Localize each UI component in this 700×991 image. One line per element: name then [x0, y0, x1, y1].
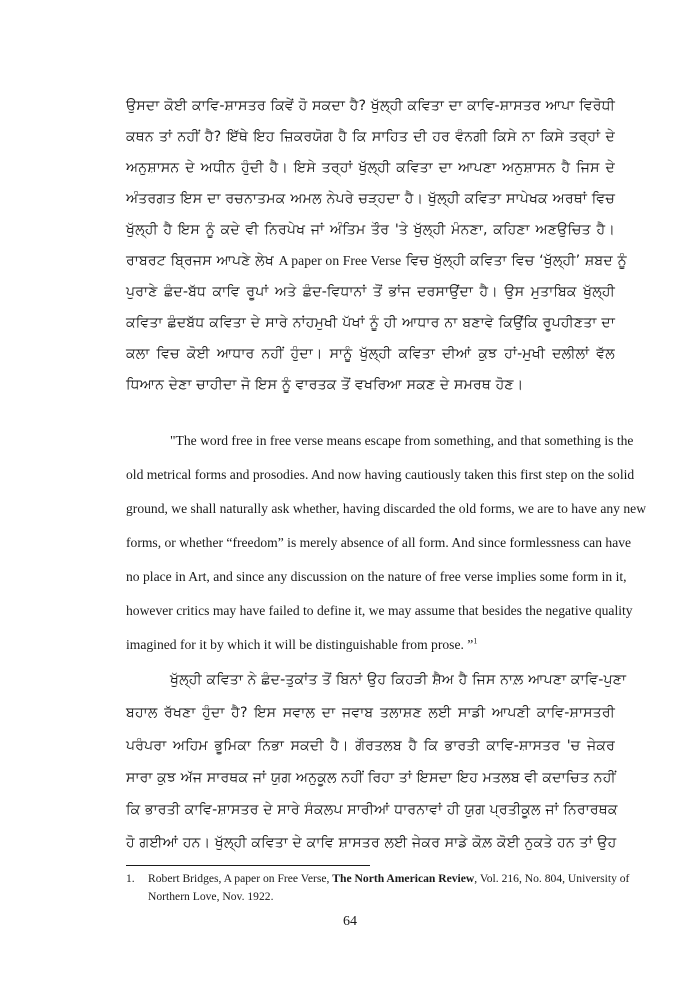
footnote-line-1 [148, 872, 630, 886]
line-6-punjabi-start: ਰਾਬਰਟ ਬ੍ਰਿਜਸ ਆਪਣੇ ਲੇਖ [126, 253, 279, 269]
paragraph-2-line-5: ਕਿ ਭਾਰਤੀ ਕਾਵਿ-ਸ਼ਾਸਤਰ ਦੇ ਸਾਰੇ ਸੰਕਲਪ ਸਾਰੀਆਂ ਧਾਰਨਾਵਾਂ ਹੀ ਯੁਗ ਪ੍ਰਤੀਕੂਲ ਜਾਂ ਨਿਰਾਰਥਕ [126, 802, 618, 818]
footnote-journal-title: The North American Review [332, 872, 475, 885]
footnote-number: 1. [126, 872, 135, 885]
footnote-marker[interactable]: 1 [473, 636, 478, 646]
quote-line-3: ground, we shall naturally ask whether, having discarded the old forms, we are to have any new [126, 501, 647, 516]
paragraph-1-line-5: ਖੁੱਲ੍ਹੀ ਹੈ ਇਸ ਨੂੰ ਕਦੇ ਵੀ ਨਿਰਪੇਖ ਜਾਂ ਅੰਤਿਮ ਤੌਰ 'ਤੇ ਖੁੱਲ੍ਹੀ ਮੰਨਣਾ, ਕਹਿਣਾ ਅਣਉਚਿਤ ਹੈ। [126, 222, 615, 238]
quote-line-2: old metrical forms and prosodies. And now having cautiously taken this first step on the solid [126, 467, 635, 482]
paragraph-1-line-1: ਉਸਦਾ ਕੋਈ ਕਾਵਿ-ਸ਼ਾਸਤਰ ਕਿਵੇਂ ਹੋ ਸਕਦਾ ਹੈ? ਖੁੱਲ੍ਹੀ ਕਵਿਤਾ ਦਾ ਕਾਵਿ-ਸ਼ਾਸਤਰ ਆਪਾ ਵਿਰੋਧੀ [126, 98, 615, 114]
quote-line-4: forms, or whether “freedom” is merely absence of all form. And since formlessness can have [126, 535, 632, 550]
paragraph-2-line-1: ਖੁੱਲ੍ਹੀ ਕਵਿਤਾ ਨੇ ਛੰਦ-ਤੁਕਾਂਤ ਤੋਂ ਬਿਨਾਂ ਉਹ ਕਿਹੜੀ ਸ਼ੈਅ ਹੈ ਜਿਸ ਨਾਲ਼ ਆਪਣਾ ਕਾਵਿ-ਪੁਣਾ [170, 672, 627, 688]
paragraph-1-line-4: ਅੰਤਰਗਤ ਇਸ ਦਾ ਰਚਨਾਤਮਕ ਅਮਲ ਨੇਪਰੇ ਚੜ੍ਹਦਾ ਹੈ। ਖੁੱਲ੍ਹੀ ਕਵਿਤਾ ਸਾਪੇਖਕ ਅਰਥਾਂ ਵਿਚ [126, 191, 615, 207]
paragraph-1-line-9: ਕਲਾ ਵਿਚ ਕੋਈ ਆਧਾਰ ਨਹੀਂ ਹੁੰਦਾ। ਸਾਨੂੰ ਖੁੱਲ੍ਹੀ ਕਵਿਤਾ ਦੀਆਂ ਕੁਝ ਹਾਂ-ਮੁਖੀ ਦਲੀਲਾਂ ਵੱਲ [126, 346, 615, 362]
paragraph-1-line-6 [126, 251, 627, 271]
footnote-citation-start: Robert Bridges, A paper on Free Verse, [148, 872, 333, 885]
quote-final-text: imagined for it by which it will be distinguishable from prose. ” [126, 637, 474, 652]
quote-line-7 [126, 636, 615, 654]
quote-line-5: no place in Art, and since any discussion on the nature of free verse implies some form in it, [126, 569, 627, 584]
paragraph-1-line-2: ਕਥਨ ਤਾਂ ਨਹੀਂ ਹੈ? ਇੱਥੇ ਇਹ ਜ਼ਿਕਰਯੋਗ ਹੈ ਕਿ ਸਾਹਿਤ ਦੀ ਹਰ ਵੰਨਗੀ ਕਿਸੇ ਨਾ ਕਿਸੇ ਤਰ੍ਹਾਂ ਦੇ [126, 129, 615, 145]
paragraph-1-line-10: ਧਿਆਨ ਦੇਣਾ ਚਾਹੀਦਾ ਜੋ ਇਸ ਨੂੰ ਵਾਰਤਕ ਤੋਂ ਵਖਰਿਆ ਸਕਣ ਦੇ ਸਮਰਥ ਹੋਣ। [126, 377, 524, 393]
paragraph-2-line-3: ਪਰੰਪਰਾ ਅਹਿਮ ਭੂਮਿਕਾ ਨਿਭਾ ਸਕਦੀ ਹੈ। ਗੌਰਤਲਬ ਹੈ ਕਿ ਭਾਰਤੀ ਕਾਵਿ-ਸ਼ਾਸਤਰ 'ਚ ਜੇਕਰ [126, 738, 615, 754]
paragraph-2-line-4: ਸਾਰਾ ਕੁਝ ਅੱਜ ਸਾਰਥਕ ਜਾਂ ਯੁਗ ਅਨੁਕੂਲ ਨਹੀਂ ਰਿਹਾ ਤਾਂ ਇਸਦਾ ਇਹ ਮਤਲਬ ਵੀ ਕਦਾਚਿਤ ਨਹੀਂ [126, 770, 616, 786]
article-title-inline: A paper on Free Verse [278, 253, 402, 268]
paragraph-1-line-3: ਅਨੁਸ਼ਾਸਨ ਦੇ ਅਧੀਨ ਹੁੰਦੀ ਹੈ। ਇਸੇ ਤਰ੍ਹਾਂ ਖੁੱਲ੍ਹੀ ਕਵਿਤਾ ਦਾ ਆਪਣਾ ਅਨੁਸ਼ਾਸਨ ਹੈ ਜਿਸ ਦੇ [126, 160, 615, 176]
paragraph-2-line-2: ਬਹਾਲ ਰੱਖਣਾ ਹੁੰਦਾ ਹੈ? ਇਸ ਸਵਾਲ ਦਾ ਜਵਾਬ ਤਲਾਸ਼ਣ ਲਈ ਸਾਡੀ ਆਪਣੀ ਕਾਵਿ-ਸ਼ਾਸਤਰੀ [126, 705, 615, 721]
paragraph-2-line-6: ਹੋ ਗਈਆਂ ਹਨ। ਖੁੱਲ੍ਹੀ ਕਵਿਤਾ ਦੇ ਕਾਵਿ ਸ਼ਾਸਤਰ ਲਈ ਜੇਕਰ ਸਾਡੇ ਕੋਲ਼ ਕੋਈ ਨੁਕਤੇ ਹਨ ਤਾਂ ਉਹ [126, 835, 617, 851]
footnote-citation-end: , Vol. 216, No. 804, University of [474, 872, 630, 885]
quote-line-6: however critics may have failed to define it, we may assume that besides the negative quality [126, 603, 633, 618]
line-6-punjabi-end: ਵਿਚ ਖੁੱਲ੍ਹੀ ਕਵਿਤਾ ਵਿਚ ‘ਖੁੱਲ੍ਹੀ’ ਸ਼ਬਦ ਨੂੰ [401, 253, 627, 269]
paragraph-1-line-8: ਕਵਿਤਾ ਛੰਦਬੱਧ ਕਵਿਤਾ ਦੇ ਸਾਰੇ ਨਾਂਹਮੁਖੀ ਪੱਖਾਂ ਨੂੰ ਹੀ ਆਧਾਰ ਨਾ ਬਣਾਵੇ ਕਿਉਂਕਿ ਰੂਪਹੀਣਤਾ ਦਾ [126, 315, 615, 331]
quote-line-1: "The word free in free verse means escape from something, and that something is the [170, 433, 634, 448]
footnote-separator [126, 865, 370, 866]
paragraph-1-line-7: ਪੁਰਾਣੇ ਛੰਦ-ਬੱਧ ਕਾਵਿ ਰੂਪਾਂ ਅਤੇ ਛੰਦ-ਵਿਧਾਨਾਂ ਤੋਂ ਭਾਂਜ ਦਰਸਾਉਂਦਾ ਹੈ। ਉਸ ਮੁਤਾਬਿਕ ਖੁੱਲ੍ਹੀ [126, 284, 615, 300]
footnote-line-2: Northern Love, Nov. 1922. [148, 890, 274, 903]
page-number: 64 [343, 914, 357, 929]
